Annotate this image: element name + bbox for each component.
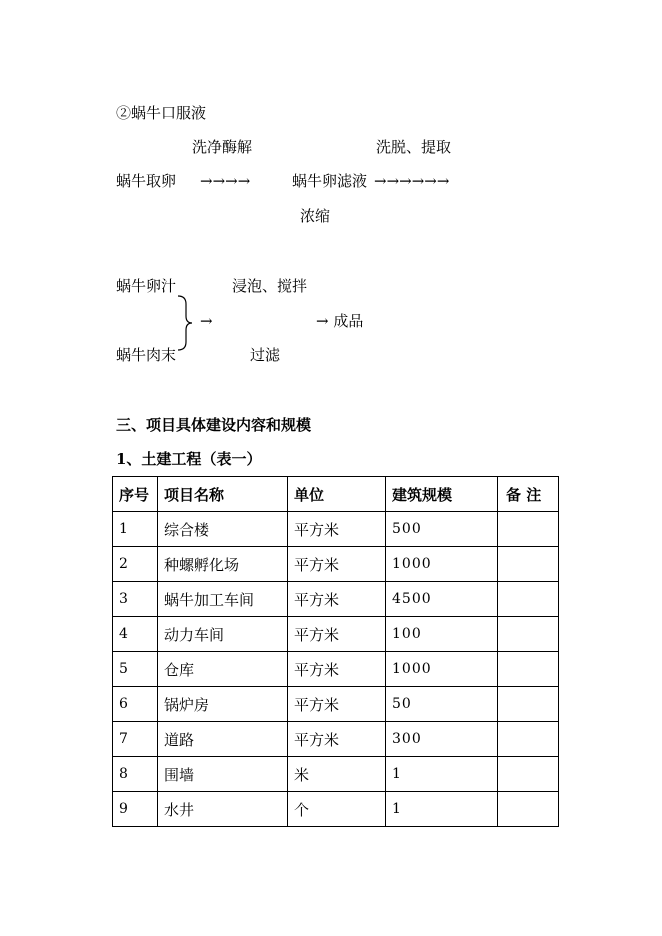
cell-scale: 1000: [386, 652, 498, 687]
table-row: [113, 792, 559, 827]
cell-unit: 个: [288, 792, 386, 827]
process-label-filter: 过滤: [250, 346, 281, 364]
cell-name: 锅炉房: [158, 687, 288, 722]
cell-name: 种螺孵化场: [158, 547, 288, 582]
cell-name: 综合楼: [158, 512, 288, 547]
header-unit: 单位: [288, 477, 386, 512]
cell-note: [498, 757, 559, 792]
cell-scale: 1: [386, 792, 498, 827]
cell-no: 6: [113, 687, 158, 722]
table-header-row: [113, 477, 559, 512]
section-title-oral-liquid: ②蜗牛口服液: [116, 104, 207, 122]
cell-name: 水井: [158, 792, 288, 827]
cell-no: 7: [113, 722, 158, 757]
cell-note: [498, 792, 559, 827]
cell-name: 动力车间: [158, 617, 288, 652]
cell-no: 1: [113, 512, 158, 547]
table-row: [113, 512, 559, 547]
table-row: [113, 617, 559, 652]
table-row: [113, 722, 559, 757]
cell-note: [498, 687, 559, 722]
cell-scale: 50: [386, 687, 498, 722]
process-input-egg-juice: 蜗牛卵汁: [116, 277, 177, 295]
process-label-elute: 洗脱、提取: [376, 138, 452, 156]
cell-note: [498, 652, 559, 687]
cell-note: [498, 617, 559, 652]
header-scale: 建筑规模: [386, 477, 498, 512]
cell-no: 4: [113, 617, 158, 652]
header-note: 备 注: [498, 477, 559, 512]
civil-works-table: [112, 476, 559, 827]
cell-no: 5: [113, 652, 158, 687]
cell-scale: 500: [386, 512, 498, 547]
process-arrows-2: →→→→→→: [374, 172, 450, 190]
process-arrows-1: →→→→: [200, 172, 251, 190]
cell-note: [498, 582, 559, 617]
cell-scale: 1000: [386, 547, 498, 582]
cell-no: 3: [113, 582, 158, 617]
cell-scale: 1: [386, 757, 498, 792]
cell-scale: 100: [386, 617, 498, 652]
process-step-egg-filtrate: 蜗牛卵滤液: [292, 172, 368, 190]
table-row: [113, 757, 559, 792]
cell-unit: 米: [288, 757, 386, 792]
process-label-wash: 洗净酶解: [192, 138, 253, 156]
cell-note: [498, 547, 559, 582]
table-row: [113, 687, 559, 722]
process-input-meat-mince: 蜗牛肉末: [116, 346, 177, 364]
process-final-product: → 成品: [316, 312, 364, 330]
cell-name: 道路: [158, 722, 288, 757]
cell-no: 2: [113, 547, 158, 582]
table-row: [113, 582, 559, 617]
cell-unit: 平方米: [288, 582, 386, 617]
section-heading-construction: 三、项目具体建设内容和规模: [116, 416, 312, 434]
header-no: 序号: [113, 477, 158, 512]
process-label-concentrate: 浓缩: [300, 207, 331, 225]
cell-unit: 平方米: [288, 617, 386, 652]
table-row: [113, 547, 559, 582]
cell-no: 8: [113, 757, 158, 792]
brace-icon: [176, 294, 194, 352]
cell-unit: 平方米: [288, 687, 386, 722]
cell-unit: 平方米: [288, 547, 386, 582]
cell-scale: 4500: [386, 582, 498, 617]
cell-unit: 平方米: [288, 652, 386, 687]
cell-note: [498, 512, 559, 547]
cell-name: 仓库: [158, 652, 288, 687]
process-label-soak: 浸泡、搅拌: [232, 277, 308, 295]
process-step-egg-collect: 蜗牛取卵: [116, 172, 177, 190]
cell-unit: 平方米: [288, 512, 386, 547]
cell-scale: 300: [386, 722, 498, 757]
cell-name: 蜗牛加工车间: [158, 582, 288, 617]
process-arrow-merge: →: [200, 312, 213, 330]
cell-no: 9: [113, 792, 158, 827]
cell-unit: 平方米: [288, 722, 386, 757]
cell-name: 围墙: [158, 757, 288, 792]
cell-note: [498, 722, 559, 757]
table-row: [113, 652, 559, 687]
subheading-civil-works: 1、土建工程（表一）: [116, 450, 262, 468]
header-name: 项目名称: [158, 477, 288, 512]
